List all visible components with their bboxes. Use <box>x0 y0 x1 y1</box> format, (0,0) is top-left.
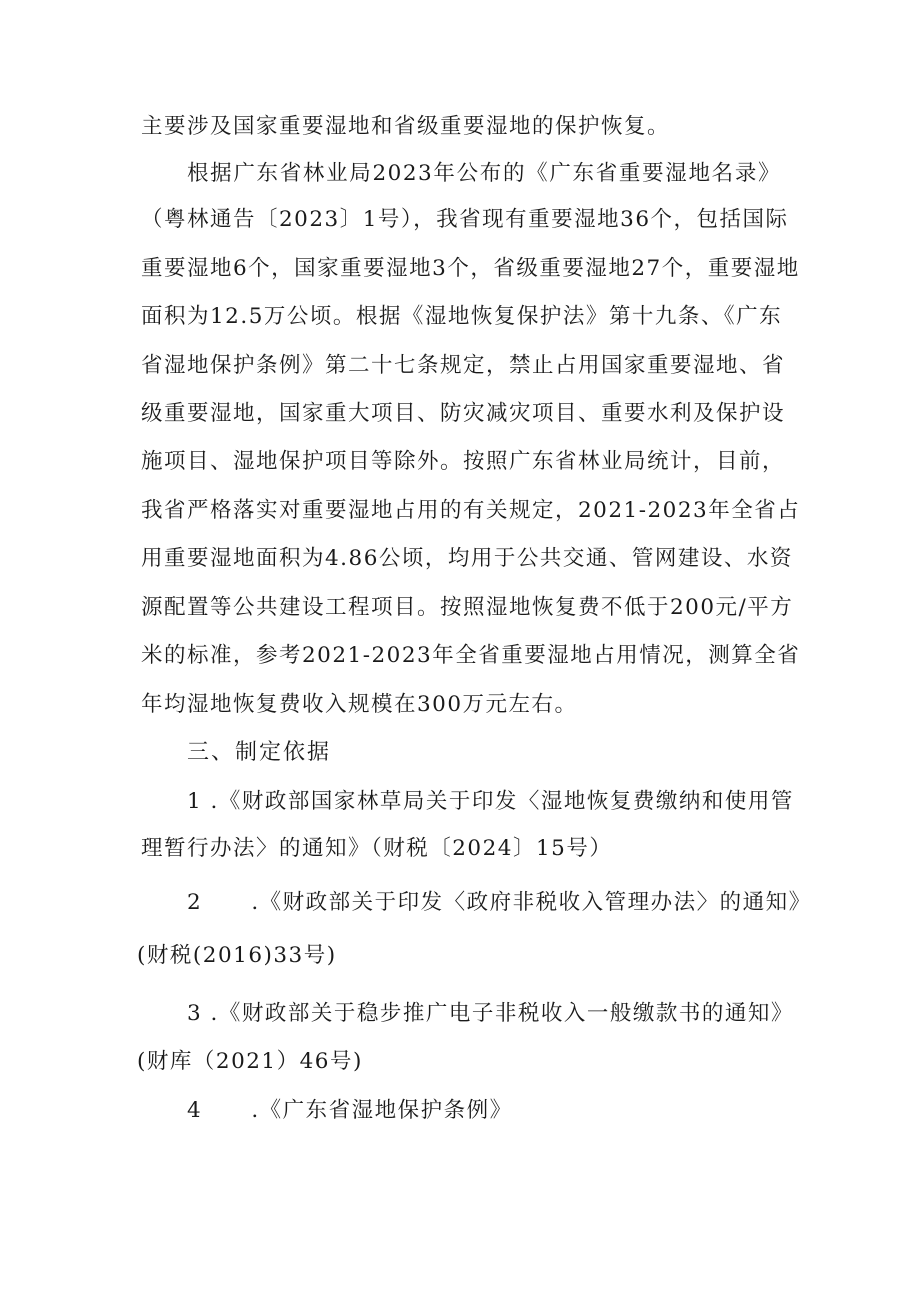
reference-text: .《财政部国家林草局关于印发〈湿地恢复费缴纳和使用管 <box>210 789 794 814</box>
paragraph-line: 源配置等公共建设工程项目。按照湿地恢复费不低于200元/平方 <box>141 595 794 620</box>
paragraph-line: 根据广东省林业局2023年公布的《广东省重要湿地名录》 <box>187 161 781 186</box>
reference-item <box>187 999 794 1029</box>
reference-text: .《财政部关于印发〈政府非税收入管理办法〉的通知》 <box>251 890 812 915</box>
reference-text: .《财政部关于稳步推广电子非税收入一般缴款书的通知》 <box>210 1001 794 1026</box>
reference-number: 2 <box>187 890 203 915</box>
paragraph-line: 省湿地保护条例》第二十七条规定，禁止占用国家重要湿地、省 <box>141 353 786 378</box>
reference-text-continued: (财税(2016)33号) <box>137 943 337 968</box>
paragraph-line: 面积为12.5万公顷。根据《湿地恢复保护法》第十九条、《广东 <box>141 304 783 329</box>
reference-text: .《广东省湿地保护条例》 <box>251 1098 513 1123</box>
paragraph-line: 主要涉及国家重要湿地和省级重要湿地的保护恢复。 <box>141 114 671 139</box>
paragraph-line: 重要湿地6个，国家重要湿地3个，省级重要湿地27个，重要湿地 <box>141 256 800 281</box>
reference-text-continued: 理暂行办法〉的通知》（财税〔2024〕15号） <box>141 836 613 861</box>
paragraph-line: 年均湿地恢复费收入规模在300万元左右。 <box>141 692 578 717</box>
paragraph-line: 我省严格落实对重要湿地占用的有关规定，2021-2023年全省占 <box>141 498 801 523</box>
paragraph-line: 级重要湿地，国家重大项目、防灾减灾项目、重要水利及保护设 <box>141 401 786 426</box>
paragraph-line: 用重要湿地面积为4.86公顷，均用于公共交通、管网建设、水资 <box>141 546 793 571</box>
reference-item <box>187 1096 781 1126</box>
reference-number: 3 <box>187 1001 203 1026</box>
paragraph-line: 施项目、湿地保护项目等除外。按照广东省林业局统计，目前， <box>141 449 786 474</box>
reference-text-continued: (财库（2021）46号) <box>137 1049 363 1074</box>
reference-number: 4 <box>187 1098 203 1123</box>
section-heading: 三、制定依据 <box>187 740 332 765</box>
paragraph-line: 米的标准，参考2021-2023年全省重要湿地占用情况，测算全省 <box>141 643 801 668</box>
reference-item <box>187 787 794 817</box>
reference-number: 1 <box>187 789 203 814</box>
paragraph-line: （粤林通告〔2023〕1号），我省现有重要湿地36个，包括国际 <box>141 207 789 232</box>
reference-item <box>187 888 812 918</box>
